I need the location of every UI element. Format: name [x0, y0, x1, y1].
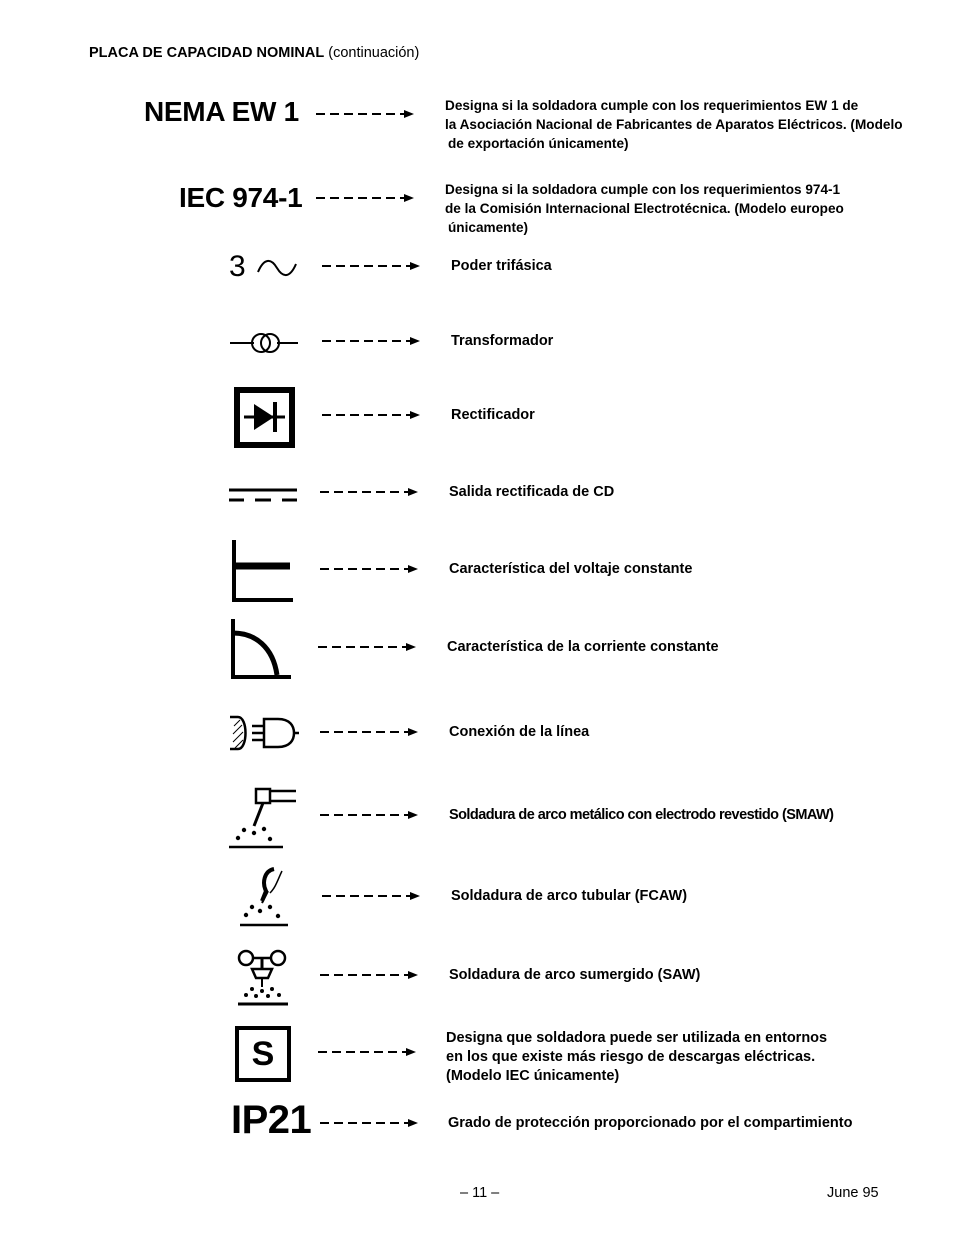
- description-line: Designa si la soldadora cumple con los requerimientos EW 1 de: [445, 98, 859, 113]
- transformer-description: Transformador: [451, 333, 554, 349]
- arrow-icon: [320, 726, 420, 738]
- line-connection-description: Conexión de la línea: [449, 724, 590, 740]
- description-line: de la Comisión Internacional Electrotécnica. (Modelo europeo: [445, 201, 844, 216]
- s-mark-description: [446, 1029, 827, 1086]
- three-phase-icon: [256, 256, 300, 280]
- description-line: en los que existe más riesgo de descargas eléctricas.: [446, 1049, 816, 1065]
- constant-voltage-icon: [230, 538, 296, 604]
- description-line: la Asociación Nacional de Fabricantes de Aparatos Eléctricos. (Modelo: [445, 117, 903, 132]
- dc-output-icon: [228, 485, 300, 505]
- revision-date: June 95: [827, 1185, 879, 1201]
- rectifier-description: Rectificador: [451, 407, 535, 423]
- fcaw-description: Soldadura de arco tubular (FCAW): [451, 888, 688, 904]
- saw-description: Soldadura de arco sumergido (SAW): [449, 967, 701, 983]
- s-mark-icon: S: [235, 1026, 291, 1082]
- description-line: únicamente): [448, 220, 529, 235]
- dc-output-description: Salida rectificada de CD: [449, 484, 615, 500]
- arrow-icon: [320, 563, 420, 575]
- fcaw-icon: [238, 865, 294, 929]
- nema-description: [445, 96, 903, 153]
- constant-voltage-description: Característica del voltaje constante: [449, 561, 693, 577]
- transformer-icon: [230, 330, 300, 356]
- arrow-icon: [322, 890, 422, 902]
- arrow-icon: [320, 809, 420, 821]
- ip-rating-label: IP21: [231, 1098, 312, 1142]
- arrow-icon: [318, 641, 418, 653]
- smaw-description: Soldadura de arco metálico con electrodo revestido (SMAW): [449, 807, 834, 823]
- constant-current-description: Característica de la corriente constante: [447, 639, 719, 655]
- arrow-icon: [320, 969, 420, 981]
- line-connection-icon: [228, 714, 300, 754]
- arrow-icon: [320, 486, 420, 498]
- arrow-icon: [316, 192, 416, 204]
- nema-label: NEMA EW 1: [144, 96, 299, 127]
- arrow-icon: [322, 335, 422, 347]
- three-phase-description: Poder trifásica: [451, 258, 552, 274]
- section-header: [89, 45, 419, 61]
- arrow-icon: [322, 260, 422, 272]
- section-title: PLACA DE CAPACIDAD NOMINAL: [89, 45, 325, 61]
- smaw-icon: [228, 786, 298, 850]
- page-number: – 11 –: [460, 1185, 500, 1201]
- description-line: Designa que soldadora puede ser utilizada en entornos: [446, 1030, 828, 1046]
- description-line: de exportación únicamente): [448, 136, 629, 151]
- ip-rating-description: Grado de protección proporcionado por el compartimiento: [448, 1115, 853, 1131]
- iec-description: [445, 180, 844, 237]
- arrow-icon: [318, 1046, 418, 1058]
- arrow-icon: [322, 409, 422, 421]
- rectifier-icon: [234, 387, 296, 449]
- description-line: (Modelo IEC únicamente): [446, 1068, 620, 1084]
- arrow-icon: [316, 108, 416, 120]
- iec-label: IEC 974-1: [179, 182, 303, 213]
- arrow-icon: [320, 1117, 420, 1129]
- section-title-continuation: (continuación): [328, 45, 420, 61]
- three-phase-number: 3: [229, 250, 246, 283]
- saw-icon: [236, 945, 294, 1009]
- description-line: Designa si la soldadora cumple con los requerimientos 974-1: [445, 182, 841, 197]
- constant-current-icon: [229, 617, 295, 681]
